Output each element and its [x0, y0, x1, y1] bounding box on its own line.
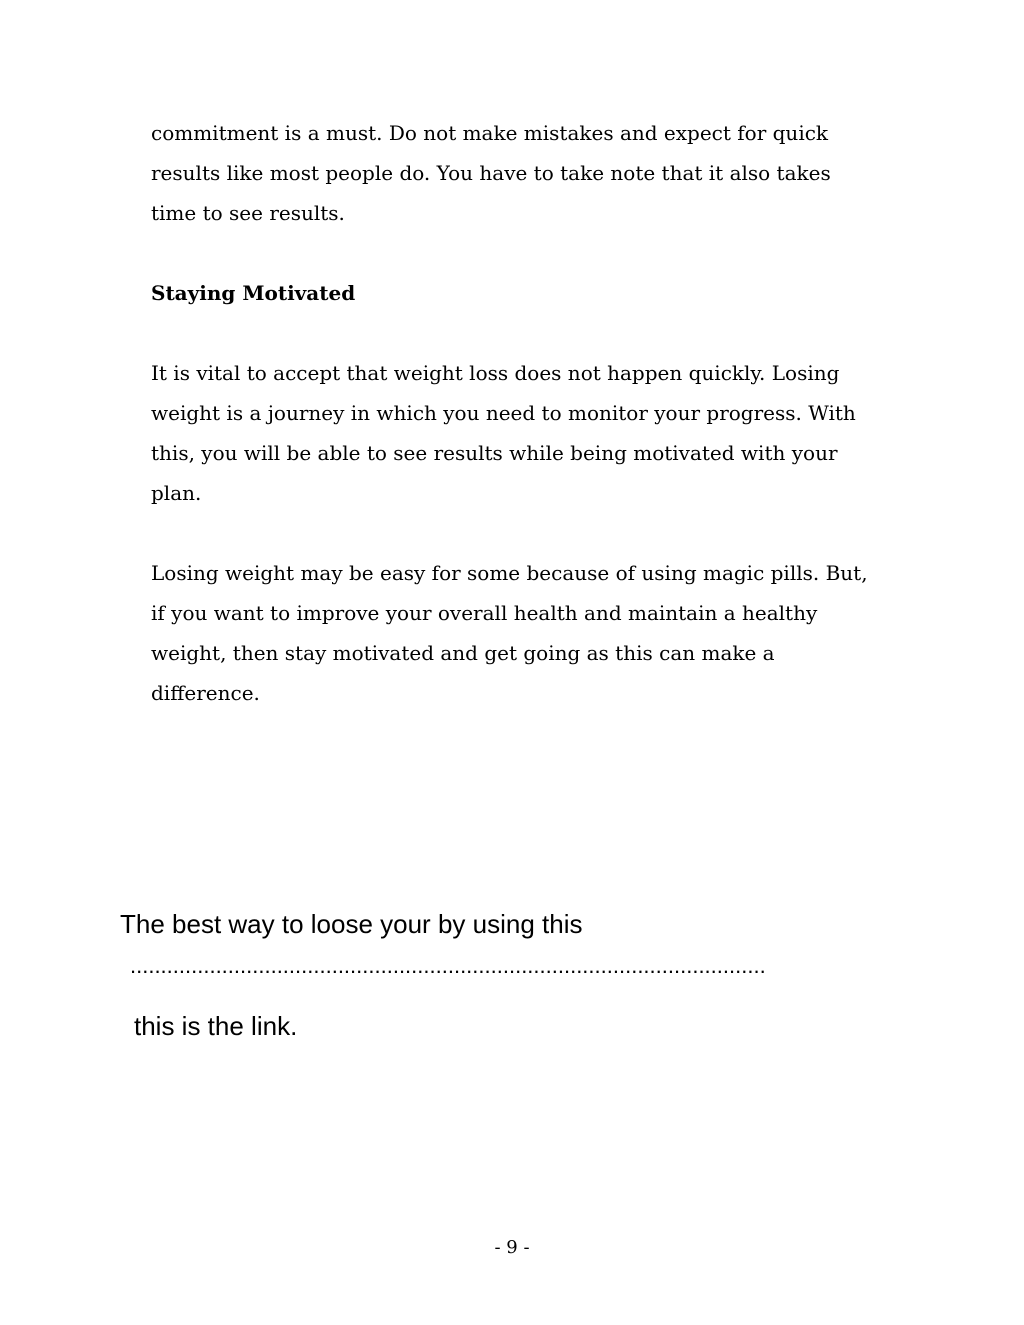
text-line: if you want to improve your overall health and maintain a healthy	[151, 601, 818, 625]
text-line: difference.	[151, 681, 260, 705]
text-line: this, you will be able to see results while being motivated with your	[151, 441, 838, 465]
text-line: Losing weight may be easy for some because of using magic pills. But,	[151, 561, 868, 585]
dotted-separator: ........................................................................................................	[130, 953, 766, 978]
intro-paragraph	[151, 113, 881, 233]
text-line: time to see results.	[151, 201, 345, 225]
text-line: plan.	[151, 481, 202, 505]
pills-paragraph	[151, 553, 881, 713]
motivation-paragraph	[151, 353, 881, 513]
text-line: commitment is a must. Do not make mistakes and expect for quick	[151, 121, 829, 145]
page-number: - 9 -	[494, 1237, 530, 1258]
section-heading: Staying Motivated	[151, 281, 356, 305]
text-line: weight is a journey in which you need to monitor your progress. With	[151, 401, 856, 425]
text-line: It is vital to accept that weight loss does not happen quickly. Losing	[151, 361, 840, 385]
text-line: results like most people do. You have to take note that it also takes	[151, 161, 831, 185]
promo-link[interactable]: this is the link.	[134, 1011, 298, 1041]
text-line: weight, then stay motivated and get going as this can make a	[151, 641, 775, 665]
promo-text: The best way to loose your by using this	[120, 909, 583, 939]
